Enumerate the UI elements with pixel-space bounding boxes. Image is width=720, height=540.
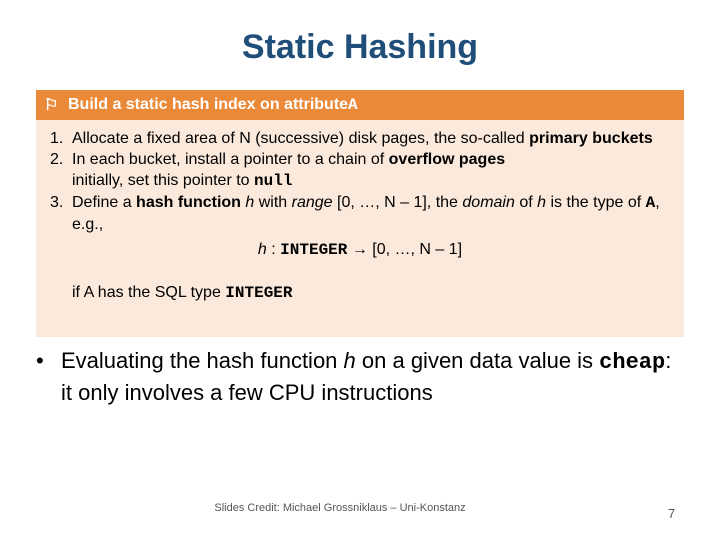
step-3: 3. Define a hash function h with range [0, …, N – 1], the domain of h is the type of A, e.g., [50, 194, 660, 233]
slide-credit: Slides Credit: Michael Grossniklaus – Uni-Konstanz [214, 502, 466, 514]
slide-title: Static Hashing [241, 28, 479, 66]
box-header [36, 90, 684, 120]
page-number: 7 [668, 506, 676, 521]
bullet-dot: • [36, 348, 44, 373]
step-1: 1. Allocate a fixed area of N (successive) disk pages, the so-called primary buckets [50, 130, 653, 147]
header-attr: A [348, 96, 358, 114]
flag-icon: ⚐ [44, 97, 59, 114]
bullet-point: • Evaluating the hash function h on a given data value is cheap: it only involves a few CPU instructions [36, 348, 672, 405]
if-line: if A has the SQL type INTEGER [72, 284, 293, 302]
step-2: 2. In each bucket, install a pointer to a chain of overflow pages initially, set this pointer to null [50, 151, 506, 190]
box-body [36, 120, 684, 337]
hash-formula: h : INTEGER → [0, …, N – 1] [257, 241, 463, 259]
header-text: Build a static hash index on attribute [68, 96, 349, 113]
